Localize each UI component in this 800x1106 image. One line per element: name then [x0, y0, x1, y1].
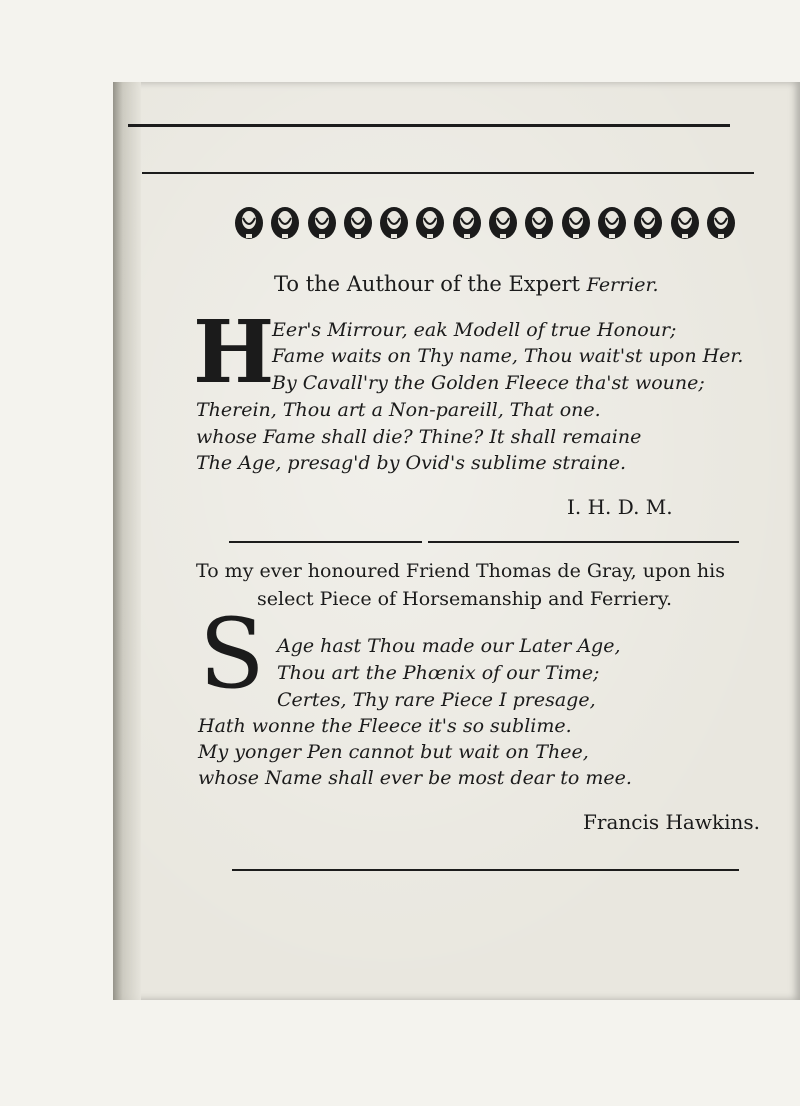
poem1-line: The Age, presag'd by Ovid's sublime straine. — [196, 452, 627, 474]
page-gutter-shadow — [113, 82, 141, 1000]
poem2-line: whose Name shall ever be most dear to mee. — [198, 767, 632, 789]
top-rule-upper — [128, 124, 730, 127]
fleuron-ornament-icon — [305, 204, 339, 242]
poem2-line: Age hast Thou made our Later Age, — [277, 635, 621, 657]
poem2-signature: Francis Hawkins. — [583, 810, 760, 834]
poem2-drop-cap: S — [199, 598, 265, 710]
poem2-heading-line2: select Piece of Horsemanship and Ferriery. — [257, 588, 673, 610]
poem1-heading-name: Ferrier. — [586, 274, 659, 296]
poem1-signature: I. H. D. M. — [567, 495, 673, 519]
poem2-heading-line1: To my ever honoured Friend Thomas de Gray, upon his — [196, 560, 725, 582]
fleuron-ornament-icon — [232, 204, 266, 242]
fleuron-ornament-icon — [522, 204, 556, 242]
fleuron-ornament-icon — [268, 204, 302, 242]
fleuron-ornament-icon — [631, 204, 665, 242]
poem1-line: Fame waits on Thy name, Thou wait'st upon Her. — [272, 345, 744, 367]
fleuron-ornament-icon — [377, 204, 411, 242]
divider-rule-right — [428, 541, 739, 543]
ornament-band — [232, 203, 738, 243]
fleuron-ornament-icon — [559, 204, 593, 242]
fleuron-ornament-icon — [668, 204, 702, 242]
fleuron-ornament-icon — [341, 204, 375, 242]
fleuron-ornament-icon — [595, 204, 629, 242]
poem1-line: Therein, Thou art a Non-pareill, That one. — [196, 399, 601, 421]
poem1-heading-prefix: To the Authour of the Expert — [274, 272, 580, 296]
poem2-line: Certes, Thy rare Piece I presage, — [277, 689, 596, 711]
poem1-line: Eer's Mirrour, eak Modell of true Honour; — [272, 319, 677, 341]
top-rule-lower — [142, 172, 754, 174]
fleuron-ornament-icon — [450, 204, 484, 242]
poem2-line: Hath wonne the Fleece it's so sublime. — [198, 715, 572, 737]
poem1-drop-cap: H — [193, 302, 275, 403]
poem2-line: My yonger Pen cannot but wait on Thee, — [198, 741, 589, 763]
fleuron-ornament-icon — [413, 204, 447, 242]
poem1-line: whose Fame shall die? Thine? It shall remaine — [196, 426, 642, 448]
fleuron-ornament-icon — [704, 204, 738, 242]
poem1-heading — [274, 272, 659, 296]
divider-rule-left — [229, 541, 422, 543]
bottom-rule — [232, 869, 739, 871]
fleuron-ornament-icon — [486, 204, 520, 242]
poem2-line: Thou art the Phœnix of our Time; — [277, 662, 600, 684]
poem1-line: By Cavall'ry the Golden Fleece tha'st woune; — [272, 372, 705, 394]
